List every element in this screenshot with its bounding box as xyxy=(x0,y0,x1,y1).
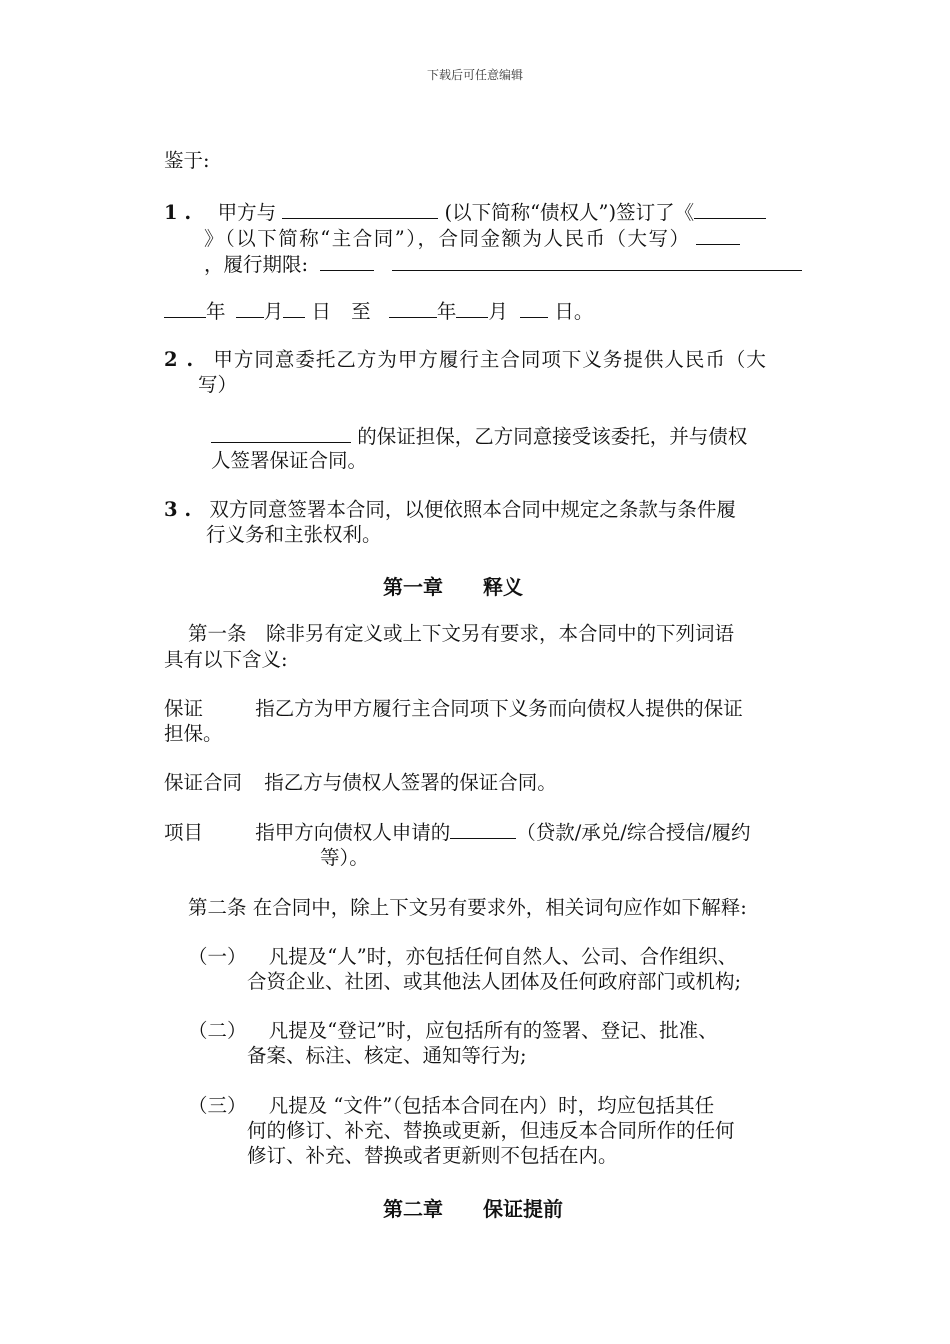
recital-3-text-a: 双方同意签署本合同，以便依照本合同中规定之条款与条件履 xyxy=(209,498,736,521)
recital-1-text-c: 》（以下简称“主合同”），合同金额为人民币（大写） xyxy=(204,227,691,250)
definition-project-text-a: 指甲方向债权人申请的 xyxy=(255,821,451,844)
recital-2-line-2: 写） xyxy=(198,373,238,396)
interpretation-item-3-text: 凡提及 “文件”（包括本合同在内）时，均应包括其任 xyxy=(268,1094,715,1117)
end-year-label: 年 xyxy=(436,300,457,323)
recital-3-number: 3 . xyxy=(164,498,192,521)
start-month-label: 月 xyxy=(263,300,284,323)
definition-guarantee-term: 保证 xyxy=(164,697,204,720)
creditor-name-blank xyxy=(282,200,438,219)
interpretation-item-3 xyxy=(188,1094,714,1118)
end-month-label: 月 xyxy=(488,300,508,323)
chapter-2-title: 第二章 保证提前 xyxy=(383,1197,563,1221)
interpretation-item-2-line-2: 备案、标注、核定、通知等行为; xyxy=(247,1044,527,1067)
interpretation-item-1-line-2: 合资企业、社团、或其他法人团体及任何政府部门或机构; xyxy=(247,970,742,993)
recital-2-text-b: 的保证担保，乙方同意接受该委托，并与债权 xyxy=(357,425,748,448)
end-day-label: 日。 xyxy=(554,300,594,323)
definition-project-text-b: （贷款/承兑/综合授信/履约 xyxy=(516,821,751,844)
interpretation-item-3-line-2: 何的修订、补充、替换或更新，但违反本合同所作的任何 xyxy=(247,1119,735,1142)
start-year-label: 年 xyxy=(206,300,226,323)
term-dates-line xyxy=(164,299,593,324)
interpretation-item-2-text: 凡提及“登记”时，应包括所有的签署、登记、批准、 xyxy=(268,1019,718,1042)
recital-1-text-a: 甲方与 xyxy=(217,201,277,224)
recital-1-line-2 xyxy=(204,226,740,251)
article-1-line-1: 第一条 除非另有定义或上下文另有要求，本合同中的下列词语 xyxy=(188,622,735,645)
article-2-line-1: 第二条 在合同中，除上下文另有要求外，相关词句应作如下解释: xyxy=(188,896,747,919)
recital-3-line-2: 行义务和主张权利。 xyxy=(206,523,382,546)
start-day-label: 日 xyxy=(311,300,331,323)
recital-3-line-1 xyxy=(164,498,736,522)
start-year-blank xyxy=(164,299,206,318)
intro-lead: 鉴于: xyxy=(164,149,210,172)
interpretation-item-1-text: 凡提及“人”时，亦包括任何自然人、公司、合作组织、 xyxy=(268,945,738,968)
definition-guarantee xyxy=(164,697,743,721)
interpretation-item-1 xyxy=(188,945,737,969)
definition-project-term: 项目 xyxy=(164,821,204,844)
definition-guarantee-line-2: 担保。 xyxy=(164,722,223,745)
definition-project-line-2: 等）。 xyxy=(320,846,369,869)
start-month-blank xyxy=(236,299,264,318)
term-blank-2 xyxy=(392,252,802,271)
guarantee-amount-blank xyxy=(211,424,351,443)
interpretation-item-1-label: （一） xyxy=(188,945,247,968)
recital-1-line-1 xyxy=(164,200,766,225)
interpretation-item-2 xyxy=(188,1019,718,1043)
term-blank-1 xyxy=(320,252,374,271)
amount-blank xyxy=(696,226,740,245)
interpretation-item-3-label: （三） xyxy=(188,1094,247,1117)
end-day-blank xyxy=(520,299,548,318)
chapter-1-title: 第一章 释义 xyxy=(383,575,523,599)
start-day-blank xyxy=(283,299,305,318)
recital-1-text-d: ，履行期限: xyxy=(204,253,309,276)
main-contract-name-blank xyxy=(694,200,766,219)
recital-2-line-3 xyxy=(211,424,747,449)
recital-1-line-3 xyxy=(204,252,802,277)
recital-2-line-4: 人签署保证合同。 xyxy=(211,449,368,472)
project-type-blank xyxy=(450,820,516,839)
definition-guarantee-text: 指乙方为甲方履行主合同项下义务而向债权人提供的保证 xyxy=(255,697,743,720)
interpretation-item-2-label: （二） xyxy=(188,1019,247,1042)
definition-guarantee-contract xyxy=(164,771,557,795)
article-1-line-2: 具有以下含义: xyxy=(164,648,288,671)
definition-guarantee-contract-text: 指乙方与债权人签署的保证合同。 xyxy=(264,771,557,794)
definition-guarantee-contract-term: 保证合同 xyxy=(164,771,243,794)
date-range-to: 至 xyxy=(351,300,371,323)
recital-2-line-1 xyxy=(164,348,767,372)
end-month-blank xyxy=(456,299,488,318)
definition-project xyxy=(164,820,750,845)
recital-2-text-a: 甲方同意委托乙方为甲方履行主合同项下义务提供人民币（大 xyxy=(213,348,767,371)
recital-1-number: 1 . xyxy=(164,201,192,224)
page-header-note: 下载后可任意编辑 xyxy=(426,68,523,82)
interpretation-item-3-line-3: 修订、补充、替换或者更新则不包括在内。 xyxy=(247,1144,618,1167)
end-year-blank xyxy=(389,299,437,318)
recital-1-text-b: (以下简称“债权人”)签订了《 xyxy=(444,201,695,224)
recital-2-number: 2 . xyxy=(164,348,195,371)
